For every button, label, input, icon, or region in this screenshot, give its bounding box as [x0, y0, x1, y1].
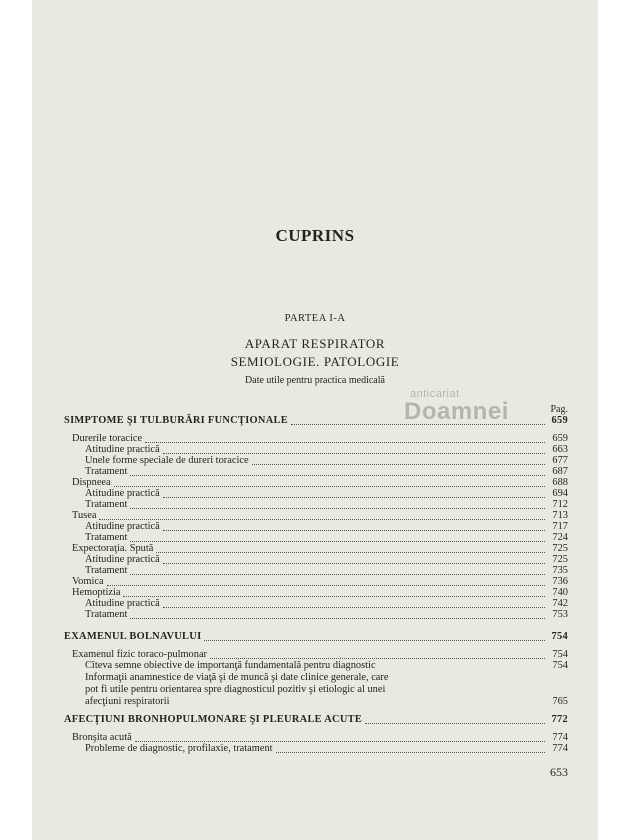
toc-page: 659 — [551, 415, 568, 426]
toc-label: Probleme de diagnostic, profilaxie, tratament — [85, 743, 273, 754]
toc-page: 677 — [552, 455, 568, 466]
toc-page: 687 — [552, 466, 568, 477]
section-heading-line2: SEMIOLOGIE. PATOLOGIE — [230, 354, 400, 369]
toc-label: Atitudine practică — [85, 521, 160, 532]
toc-page: 774 — [552, 732, 568, 743]
toc-label: Tratament — [85, 532, 128, 543]
page-number: 653 — [550, 765, 568, 779]
toc-page: 774 — [552, 743, 568, 754]
section-subheading: Date utile pentru practica medicală — [245, 375, 385, 386]
toc-label: Atitudine practică — [85, 554, 160, 565]
toc-label: Atitudine practică — [85, 598, 160, 609]
toc-page: 724 — [552, 532, 568, 543]
toc-label: Tusea — [72, 510, 97, 521]
toc-page: 712 — [552, 499, 568, 510]
toc-label: Cîteva semne obiective de importanţă fundamentală pentru diagnostic — [85, 660, 376, 671]
toc-label: Unele forme speciale de dureri toracice — [85, 455, 249, 466]
toc-label: Atitudine practică — [85, 488, 160, 499]
toc-page: 725 — [552, 543, 568, 554]
toc-page: 754 — [552, 649, 568, 660]
watermark-small-text: anticariat — [410, 388, 460, 400]
part-label: PARTEA I-A — [284, 313, 346, 324]
toc-page: 736 — [552, 576, 568, 587]
toc-label: Atitudine practică — [85, 444, 160, 455]
toc-label: AFECŢIUNI BRONHOPULMONARE ŞI PLEURALE ACUTE — [64, 714, 363, 725]
toc-page: 772 — [551, 714, 568, 725]
toc-page: 735 — [552, 565, 568, 576]
toc-row-multiline — [64, 660, 568, 672]
toc-page: 717 — [552, 521, 568, 532]
toc-label: Tratament — [85, 499, 128, 510]
section-heading-line1: APARAT RESPIRATOR — [244, 336, 386, 351]
toc-label: Hemoptizia — [72, 587, 121, 598]
toc-section — [64, 714, 568, 726]
watermark-big-text: Doamnei — [404, 398, 509, 425]
page-title: CUPRINS — [275, 226, 355, 245]
toc-page: 754 — [552, 660, 568, 671]
toc-page: 659 — [552, 433, 568, 444]
toc-row — [64, 609, 568, 621]
book-page — [32, 0, 598, 840]
toc-label-line3: afecţiuni respiratorii — [85, 696, 170, 707]
toc-label: Durerile toracice — [72, 433, 143, 444]
toc-label: EXAMENUL BOLNAVULUI — [64, 631, 202, 642]
toc-page: 694 — [552, 488, 568, 499]
toc-label: Bronşita acută — [72, 732, 132, 743]
toc-label-line1: Informaţii anamnestice de viaţă şi de muncă şi date clinice generale, care — [85, 672, 389, 683]
toc-row-multiline — [64, 672, 568, 708]
toc-row — [64, 743, 568, 755]
toc-section — [64, 631, 568, 643]
toc-label: Examenul fizic toraco-pulmonar — [72, 649, 208, 660]
toc-page: 742 — [552, 598, 568, 609]
toc-page: 725 — [552, 554, 568, 565]
toc-label: Dispneea — [72, 477, 111, 488]
toc-label: Tratament — [85, 565, 128, 576]
toc-page: 688 — [552, 477, 568, 488]
toc-label: Tratament — [85, 609, 128, 620]
toc-page: 754 — [551, 631, 568, 642]
toc-page: 740 — [552, 587, 568, 598]
toc-page: 713 — [552, 510, 568, 521]
toc-page: 663 — [552, 444, 568, 455]
toc-label-line2: pot fi utile pentru orientarea spre diagnosticul pozitiv şi etiologic al unei — [85, 684, 386, 695]
toc-label: SIMPTOME ŞI TULBURĂRI FUNCŢIONALE — [64, 415, 289, 426]
toc-page: 765 — [552, 696, 568, 707]
toc-page: 753 — [552, 609, 568, 620]
toc-label: Tratament — [85, 466, 128, 477]
toc-section — [64, 415, 568, 427]
page-column-label: Pag. — [550, 404, 568, 415]
toc-label: Vomica — [72, 576, 104, 587]
toc-label: Expectoraţia. Spută — [72, 543, 154, 554]
